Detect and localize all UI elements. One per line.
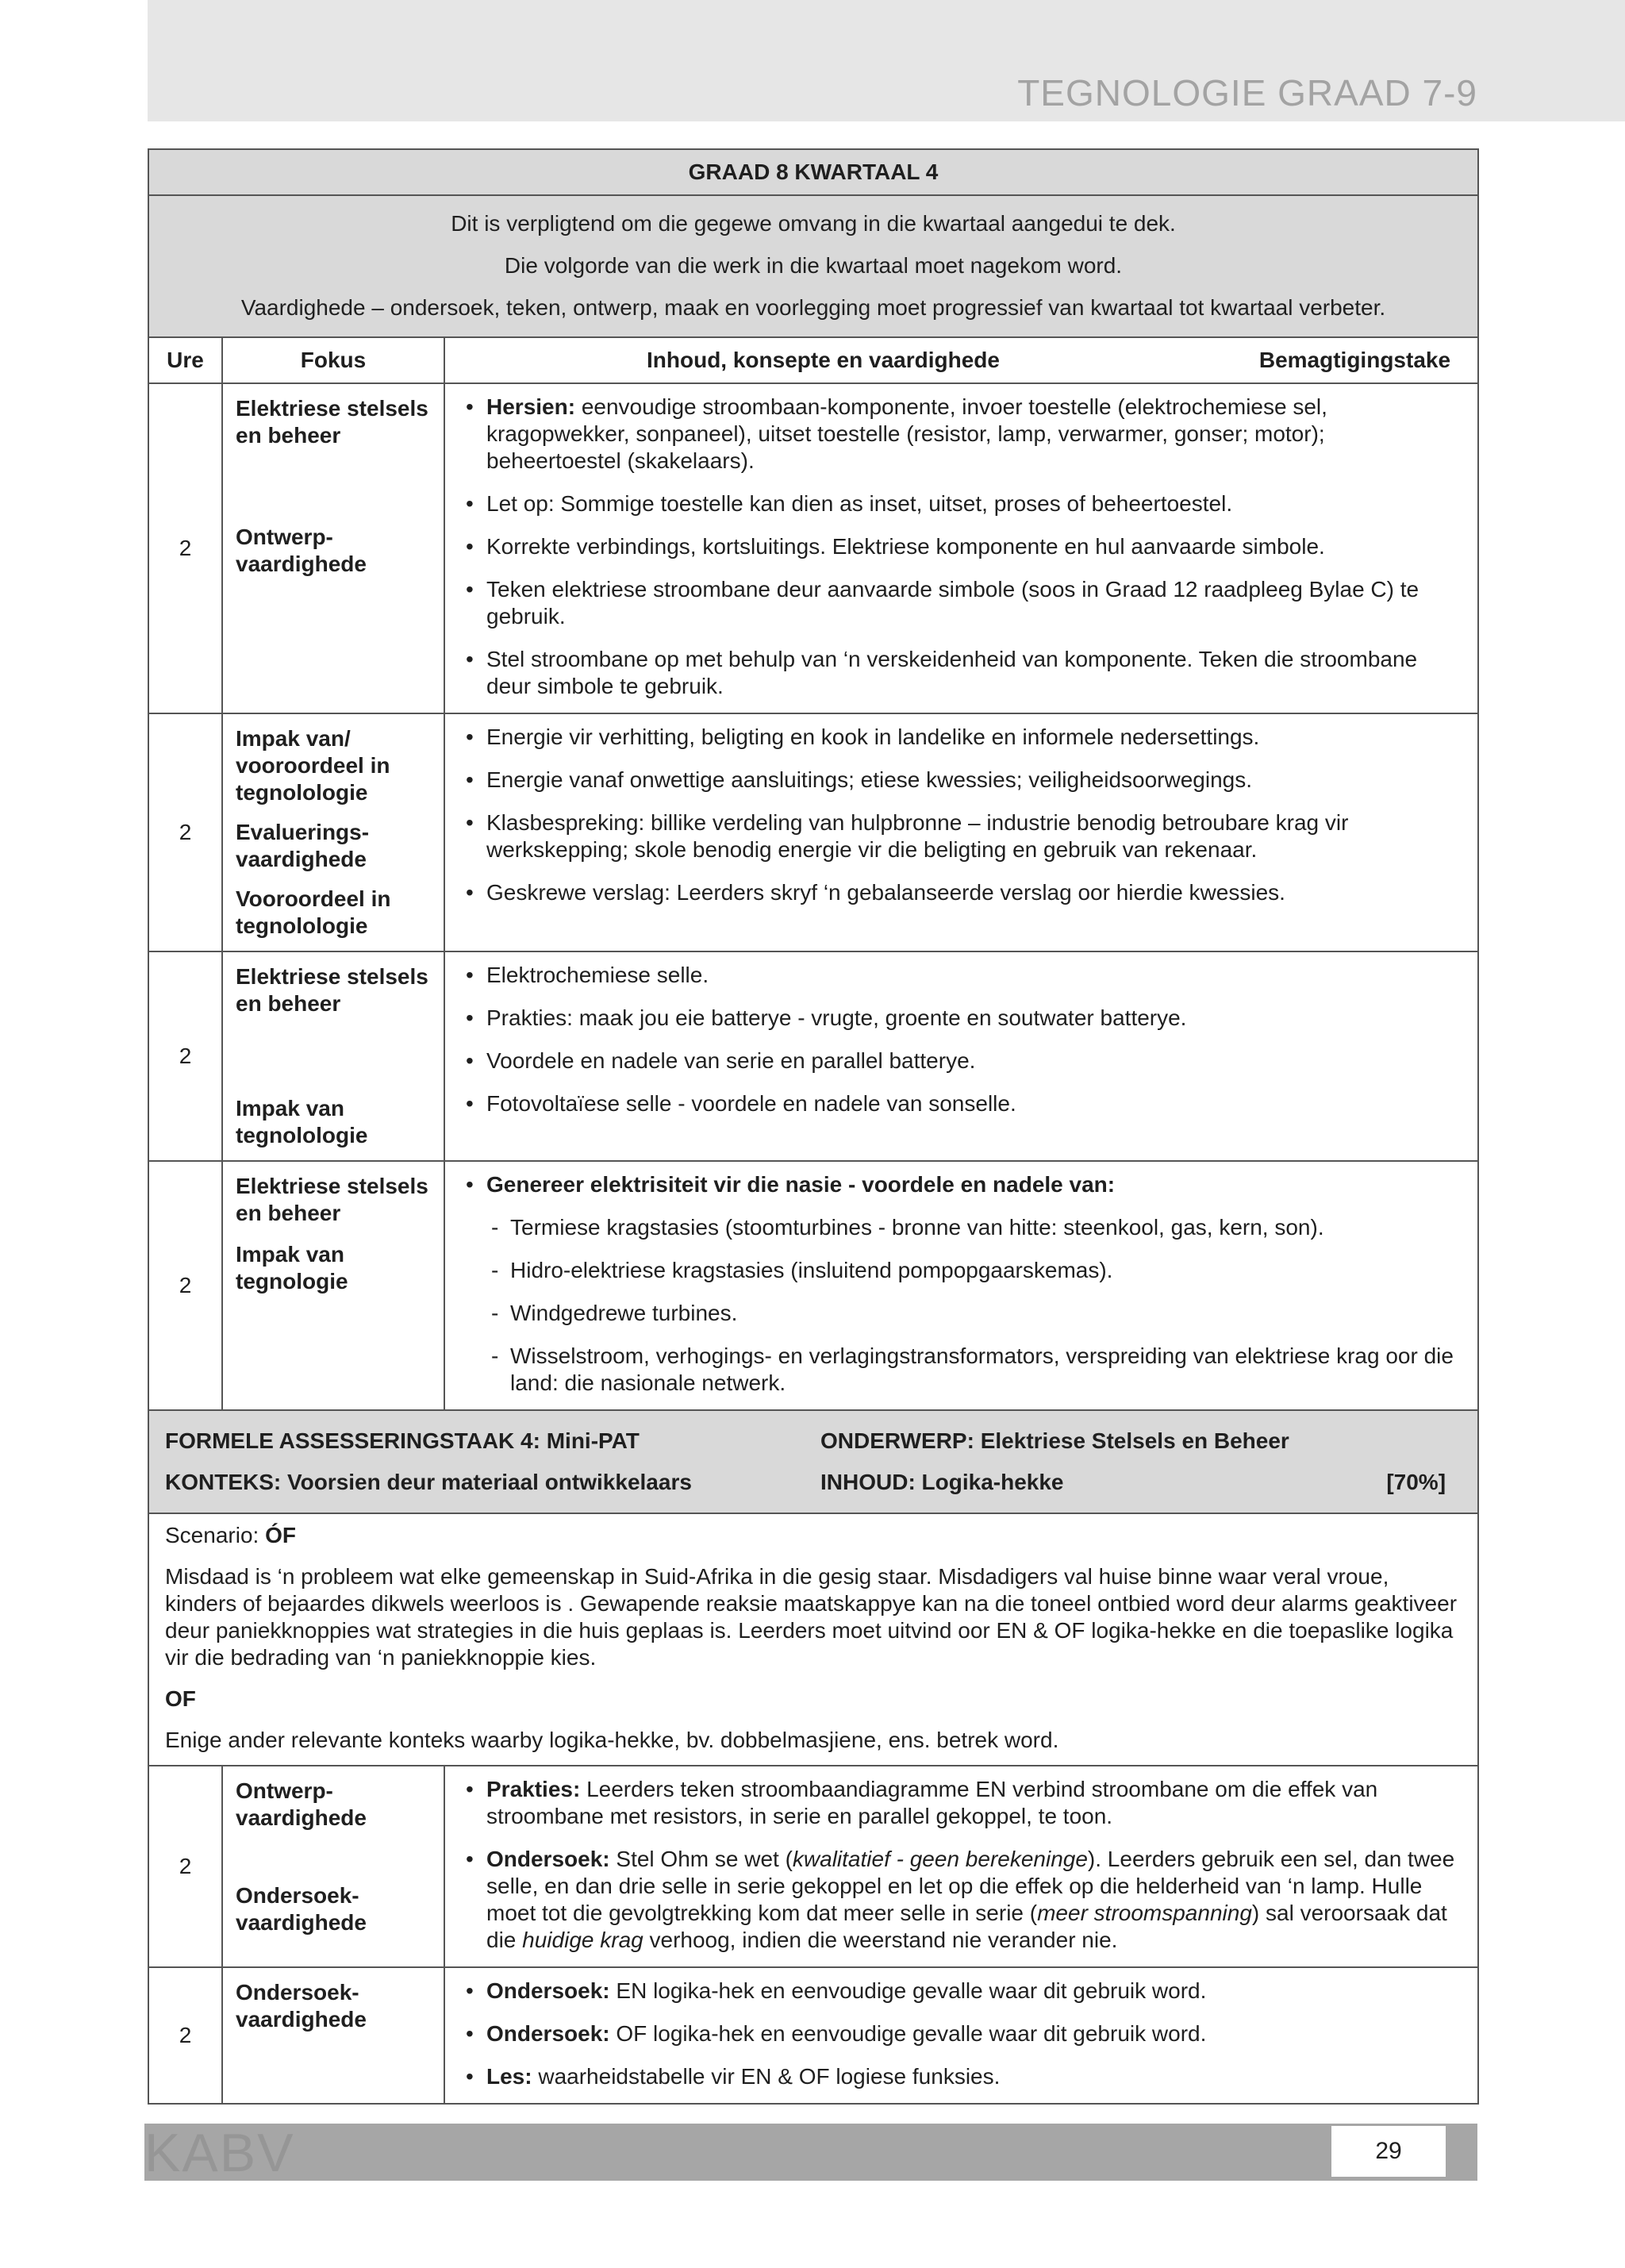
focus-label: Impak van/ vooroordeel in tegnolologie: [236, 726, 390, 805]
focus-label: Elektriese stelsels en beheer: [236, 964, 428, 1016]
item-italic: kwalitatief - geen berekeninge: [792, 1847, 1088, 1871]
item-text: ) sal veroorsaak dat die: [486, 1901, 1447, 1952]
scenario-or: [165, 1686, 1462, 1713]
bullet-list: [461, 1978, 1462, 2090]
sub-list-item: - Wisselstroom, verhogings- en verlagingstransformators, verspreiding van elektriese krag oor die land: die nasionale netwerk.: [461, 1343, 1462, 1397]
column-header-content-label: Inhoud, konsepte en vaardighede: [647, 348, 1000, 372]
list-item: [461, 490, 1462, 517]
assessment-weight: [70%]: [1386, 1470, 1446, 1494]
list-item: [461, 809, 1462, 863]
focus-cell: [222, 1766, 444, 1967]
hours-cell: 2: [148, 951, 222, 1161]
assessment-topic: ONDERWERP: Elektriese Stelsels en Beheer: [820, 1428, 1289, 1453]
hours-cell: 2: [148, 383, 222, 713]
sub-list-item: - Windgedrewe turbines.: [461, 1300, 1462, 1327]
item-text: Prakties: maak jou eie batterye - vrugte, groente en soutwater batterye.: [486, 1005, 1187, 1030]
focus-cell: [222, 713, 444, 951]
item-text: verhoog, indien die weerstand nie verander nie.: [643, 1928, 1118, 1952]
scenario-or-text: OF: [165, 1686, 196, 1711]
item-text: Let op: Sommige toestelle kan dien as inset, uitset, proses of beheertoestel.: [486, 491, 1233, 516]
dash-list: [461, 1214, 1462, 1397]
list-item: [461, 533, 1462, 560]
table-row: [148, 1766, 1478, 1967]
list-item: [461, 879, 1462, 906]
focus-cell: [222, 1967, 444, 2104]
item-text: Geskrewe verslag: Leerders skryf ‘n gebalanseerde verslag oor hierdie kwessies.: [486, 880, 1285, 905]
scenario-label-bold: ÓF: [265, 1523, 296, 1547]
footer-logo: KABV: [144, 2123, 295, 2183]
page-header-title: TEGNOLOGIE GRAAD 7-9: [1017, 72, 1477, 113]
column-header-focus: Fokus: [222, 337, 444, 383]
item-text: eenvoudige stroombaan-komponente, invoer toestelle (elektrochemiese sel, kragopwekker, sonpaneel), uitset toestelle (resistor, lamp, verwarmer, gonser; motor); beheertoestel (skakelaars).: [486, 394, 1327, 473]
focus-cell: [222, 383, 444, 713]
bullet-list: [461, 1171, 1462, 1397]
focus-cell: [222, 951, 444, 1161]
focus-label: Ontwerp-vaardighede: [236, 525, 367, 576]
intro-line: Die volgorde van die werk in die kwartaal moet nagekom word.: [504, 253, 1123, 278]
assessment-line: [165, 1420, 1462, 1462]
scenario-text: Misdaad is ‘n probleem wat elke gemeenskap in Suid-Afrika in die gesig staar. Misdadigers val huise binne waar veral vroue, kinders of bejaardes dikwels weerloos is . Gewapende reaksie maatskappye kan na die toneel ontbied word deur alarms geaktiveer deur paniekknoppies wat strategies in die huis geplaas is. Leerders moet uitvind oor EN & OF logika-hekke en die toepaslike logika vir die bedrading van ‘n paniekknoppie kies.: [165, 1564, 1458, 1670]
item-bold-lead: Ondersoek:: [486, 1978, 610, 2003]
sub-list-item: - Hidro-elektriese kragstasies (insluitend pompopgaarskemas).: [461, 1257, 1462, 1284]
list-item: [461, 724, 1462, 751]
intro-cell: [148, 195, 1478, 337]
focus-label: Ondersoek-vaardighede: [236, 1883, 367, 1935]
table-row: [148, 1161, 1478, 1410]
item-text: Stel Ohm se wet (: [609, 1847, 793, 1871]
focus-label: Elektriese stelsels en beheer: [236, 1174, 428, 1225]
list-item: [461, 394, 1462, 475]
focus-label: Vooroordeel in tegnolologie: [236, 886, 391, 938]
focus-label: Impak van tegnologie: [236, 1242, 348, 1294]
item-text: EN logika-hek en eenvoudige gevalle waar dit gebruik word.: [609, 1978, 1207, 2003]
list-item: [461, 767, 1462, 794]
item-heading: Genereer elektrisiteit vir die nasie - voordele en nadele van:: [486, 1172, 1116, 1197]
scenario-label-text: Scenario:: [165, 1523, 266, 1547]
footer-band: [144, 2124, 1477, 2181]
list-item: [461, 962, 1462, 989]
table-row: [148, 1967, 1478, 2104]
content-cell: [444, 713, 1478, 951]
focus-label: Ontwerp-vaardighede: [236, 1778, 367, 1830]
item-text: Energie vir verhitting, beligting en kook in landelike en informele nedersettings.: [486, 725, 1260, 749]
list-item: [461, 1171, 1462, 1397]
list-item: [461, 576, 1462, 630]
curriculum-table: [148, 148, 1479, 2105]
scenario-alt: Enige ander relevante konteks waarby logika-hekke, bv. dobbelmasjiene, ens. betrek word.: [165, 1728, 1059, 1752]
item-text: Fotovoltaïese selle - voordele en nadele van sonselle.: [486, 1091, 1016, 1116]
content-cell: [444, 1766, 1478, 1967]
sub-list-item: - Termiese kragstasies (stoomturbines - bronne van hitte: steenkool, gas, kern, son).: [461, 1214, 1462, 1241]
item-bold-lead: Ondersoek:: [486, 1847, 610, 1871]
list-item: [461, 646, 1462, 700]
item-italic: meer stroomspanning: [1037, 1901, 1252, 1925]
item-text: Voordele en nadele van serie en parallel batterye.: [486, 1048, 976, 1073]
content-cell: [444, 383, 1478, 713]
hours-cell: 2: [148, 1967, 222, 2104]
item-text: Energie vanaf onwettige aansluitings; etiese kwessies; veiligheidsoorwegings.: [486, 767, 1253, 792]
item-text: OF logika-hek en eenvoudige gevalle waar dit gebruik word.: [609, 2021, 1207, 2046]
table-row: [148, 383, 1478, 713]
focus-label: Impak van tegnolologie: [236, 1096, 368, 1147]
list-item: [461, 1846, 1462, 1954]
page-number: 29: [1331, 2126, 1446, 2177]
scenario-label: [165, 1522, 1462, 1549]
grade-title: GRAAD 8 KWARTAAL 4: [148, 149, 1478, 195]
assessment-content: INHOUD: Logika-hekke: [820, 1470, 1064, 1494]
focus-label: Elektriese stelsels en beheer: [236, 396, 428, 448]
table-row: [148, 951, 1478, 1161]
assessment-context: KONTEKS: Voorsien deur materiaal ontwikkelaars: [165, 1470, 692, 1494]
item-text: Elektrochemiese selle.: [486, 963, 709, 987]
intro-row: [148, 195, 1478, 337]
scenario-row: [148, 1513, 1478, 1766]
focus-label: Ondersoek-vaardighede: [236, 1980, 367, 2032]
intro-line: Vaardighede – ondersoek, teken, ontwerp, maak en voorlegging moet progressief van kwartaal tot kwartaal verbeter.: [240, 295, 1386, 320]
hours-cell: 2: [148, 1766, 222, 1967]
item-text: ). Leerders gebruik een sel, dan twee selle, en dan drie selle in serie gekoppel en let op die effek op die helderheid van ‘n lamp. Hulle moet tot die gevolgtrekking kom dat meer selle in serie (: [486, 1847, 1455, 1925]
table-row: [148, 713, 1478, 951]
scenario-cell: [148, 1513, 1478, 1766]
column-header-row: [148, 337, 1478, 383]
focus-cell: [222, 1161, 444, 1410]
list-item: [461, 1048, 1462, 1074]
item-bold-lead: Ondersoek:: [486, 2021, 610, 2046]
list-item: [461, 2020, 1462, 2047]
item-italic: huidige krag: [522, 1928, 643, 1952]
bullet-list: [461, 724, 1462, 906]
item-bold-lead: Les:: [486, 2064, 532, 2089]
assessment-cell: [148, 1410, 1478, 1513]
bullet-list: [461, 1776, 1462, 1954]
grade-title-row: [148, 149, 1478, 195]
list-item: [461, 1978, 1462, 2005]
list-item: [461, 1776, 1462, 1830]
list-item: [461, 2063, 1462, 2090]
hours-cell: 2: [148, 713, 222, 951]
content-cell: [444, 951, 1478, 1161]
content-cell: [444, 1967, 1478, 2104]
assessment-task: FORMELE ASSESSERINGSTAAK 4: Mini-PAT: [165, 1428, 640, 1453]
list-item: [461, 1005, 1462, 1032]
bullet-list: [461, 962, 1462, 1117]
item-bold-lead: Prakties:: [486, 1777, 581, 1801]
intro-line: Dit is verpligtend om die gegewe omvang in die kwartaal aangedui te dek.: [451, 211, 1176, 236]
focus-label: Evaluerings-vaardighede: [236, 820, 370, 871]
item-text: Stel stroombane op met behulp van ‘n verskeidenheid van komponente. Teken die stroombane deur simbole te gebruik.: [486, 647, 1418, 698]
column-header-content: [444, 337, 1478, 383]
item-text: Klasbespreking: billike verdeling van hulpbronne – industrie benodig betroubare krag vir werkskepping; skole benodig energie vir die beligting en gebruik van rekenaar.: [486, 810, 1349, 862]
item-text: Leerders teken stroombaandiagramme EN verbind stroombane om die effek van stroombane met resistors, in serie en parallel gekoppel, te toon.: [486, 1777, 1378, 1828]
assessment-line: [165, 1462, 1462, 1503]
item-text: Korrekte verbindings, kortsluitings. Elektriese komponente en hul aanvaarde simbole.: [486, 534, 1325, 559]
assessment-row: [148, 1410, 1478, 1513]
bullet-list: [461, 394, 1462, 700]
item-text: Teken elektriese stroombane deur aanvaarde simbole (soos in Graad 12 raadpleeg Bylae C) te gebruik.: [486, 577, 1419, 629]
content-cell: [444, 1161, 1478, 1410]
column-header-hours: Ure: [148, 337, 222, 383]
hours-cell: 2: [148, 1161, 222, 1410]
item-text: waarheidstabelle vir EN & OF logiese funksies.: [532, 2064, 1001, 2089]
list-item: [461, 1090, 1462, 1117]
item-bold-lead: Hersien:: [486, 394, 576, 419]
column-header-task-label: Bemagtigingstake: [1258, 348, 1451, 372]
